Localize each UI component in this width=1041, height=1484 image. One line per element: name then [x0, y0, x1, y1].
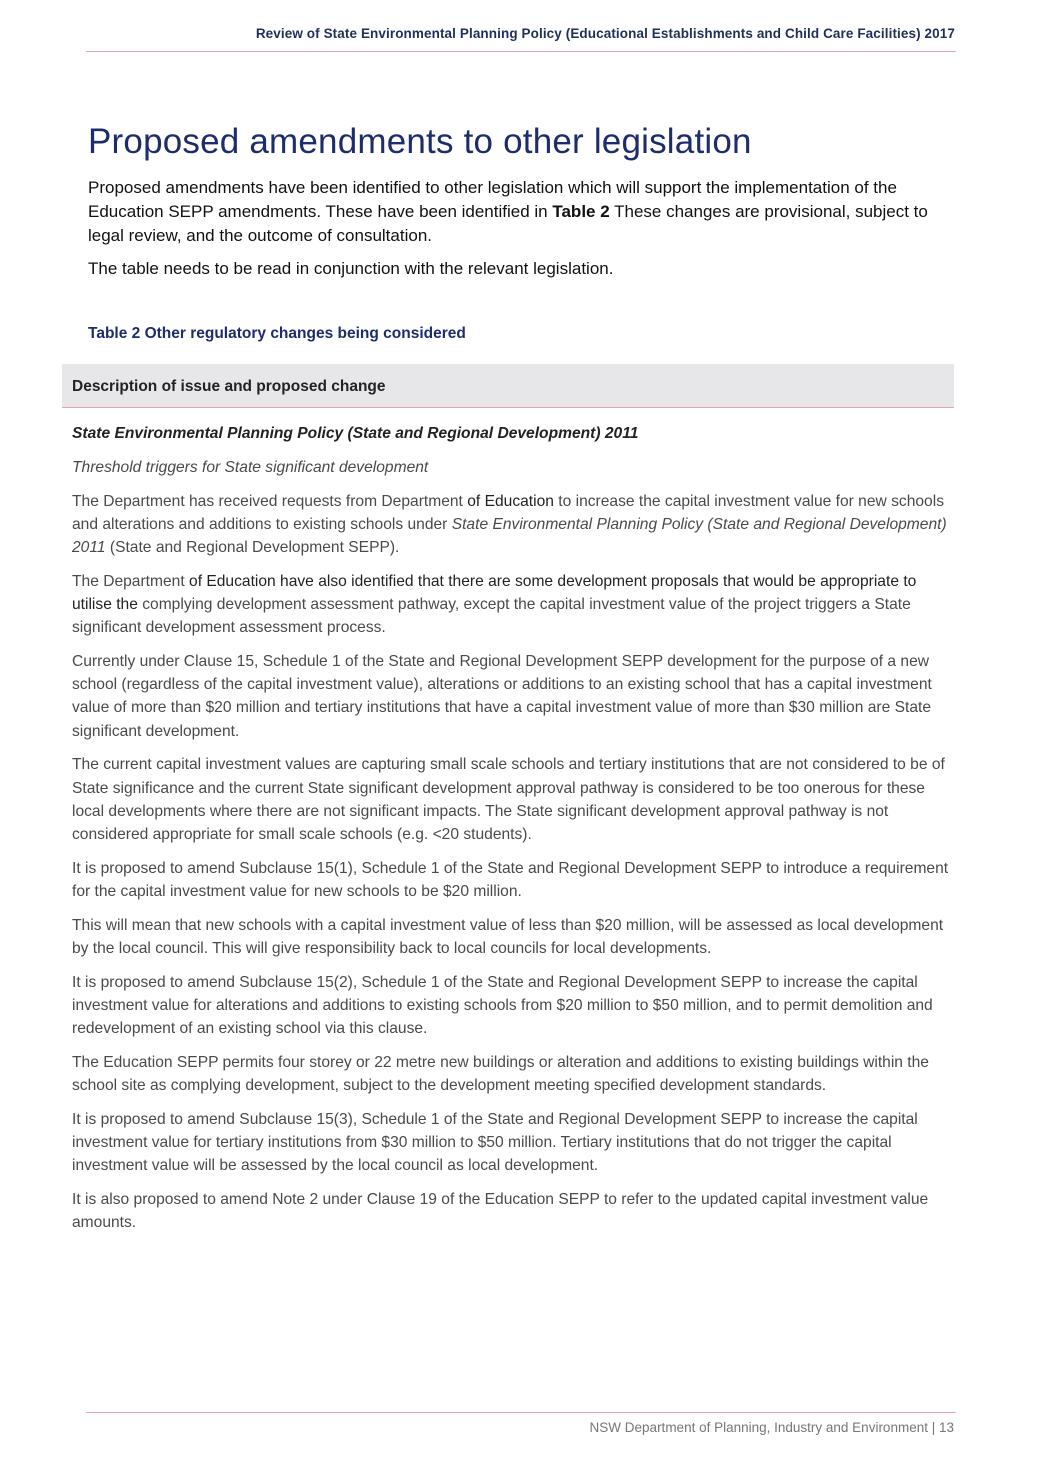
- running-header: Review of State Environmental Planning Policy (Educational Establishments and Child Care Facilities) 2017: [255, 26, 955, 41]
- p1-d: (State and Regional Development SEPP).: [105, 539, 400, 556]
- body-paragraph-2: [72, 570, 952, 640]
- body-paragraph-1: [72, 490, 952, 560]
- table-caption: Table 2 Other regulatory changes being considered: [88, 325, 466, 342]
- page-title: Proposed amendments to other legislation: [88, 122, 752, 161]
- intro-paragraph-2: The table needs to be read in conjunction with the relevant legislation.: [88, 259, 614, 278]
- body-paragraph-10: It is also proposed to amend Note 2 under Clause 19 of the Education SEPP to refer to the updated capital investment value amounts.: [72, 1191, 929, 1232]
- table-column-header: Description of issue and proposed change: [72, 378, 386, 395]
- p1-italic: State Environmental Planning Policy (State and Regional Development) 2011: [72, 515, 947, 556]
- table-body-cell: [72, 422, 952, 1245]
- intro-1-part1: Proposed amendments have been identified to other legislation which will support the implementation of the Education SEPP amendments. These have been identified in: [88, 178, 897, 221]
- footer-divider: [86, 1412, 956, 1413]
- p2-a: The Department: [72, 572, 190, 590]
- body-paragraph-9: It is proposed to amend Subclause 15(3), Schedule 1 of the State and Regional Development SEPP to increase the capital investment value for tertiary institutions from $30 million to $50 million. Tertiary institutions that do not trigger the capital investment value will be assessed by the local council as local development.: [72, 1111, 918, 1175]
- p1-b: of Education: [467, 492, 554, 510]
- body-paragraph-4: The current capital investment values are capturing small scale schools and tertiary institutions that are not considered to be of State significance and the current State significant development approval pathway is considered to be too onerous for these local developments where there are not significant impacts. The State significant development approval pathway is not considered appropriate for small scale schools (e.g. <20 students).: [72, 756, 945, 844]
- table-reference: Table 2: [552, 202, 610, 221]
- intro-paragraph-1: [88, 176, 956, 248]
- intro-1-part2: These changes are provisional, subject to legal review, and the outcome of consultation.: [88, 202, 928, 245]
- p2-c: complying development assessment pathway, except the capital investment value of the project triggers a State significant development assessment process.: [72, 596, 911, 637]
- body-paragraph-7: It is proposed to amend Subclause 15(2), Schedule 1 of the State and Regional Development SEPP to increase the capital investment value for alterations and additions to existing schools from $20 million to $50 million, and to permit demolition and redevelopment of an existing school via this clause.: [72, 973, 933, 1038]
- body-paragraph-5: It is proposed to amend Subclause 15(1), Schedule 1 of the State and Regional Development SEPP to introduce a requirement for the capital investment value for new schools to be $20 million.: [72, 859, 949, 901]
- policy-heading: State Environmental Planning Policy (State and Regional Development) 2011: [72, 425, 639, 442]
- body-paragraph-6: This will mean that new schools with a capital investment value of less than $20 million, will be assessed as local development by the local council. This will give responsibility back to local councils for local developments.: [72, 916, 944, 958]
- p2-b: of Education have also identified that there are some development proposals that would be appropriate to utilise the: [72, 572, 917, 613]
- page-footer: NSW Department of Planning, Industry and Environment | 13: [589, 1420, 954, 1435]
- intro-text: [88, 176, 956, 290]
- table-header-row: [62, 364, 954, 408]
- header-divider: [86, 51, 956, 52]
- p1-a: The Department has received requests from Department: [72, 492, 468, 510]
- body-paragraph-8: The Education SEPP permits four storey or 22 metre new buildings or alteration and additions to existing buildings within the school site as complying development, subject to the development meeting specified development standards.: [72, 1054, 929, 1095]
- body-paragraph-3: Currently under Clause 15, Schedule 1 of the State and Regional Development SEPP development for the purpose of a new school (regardless of the capital investment value), alterations or additions to an existing school that has a capital investment value of more than $20 million and tertiary institutions that have a capital investment value of more than $30 million are State significant development.: [72, 653, 932, 740]
- policy-subheading: Threshold triggers for State significant development: [72, 458, 429, 476]
- p1-c: to increase the capital investment value for new schools and alterations and additions to existing schools under: [72, 492, 944, 533]
